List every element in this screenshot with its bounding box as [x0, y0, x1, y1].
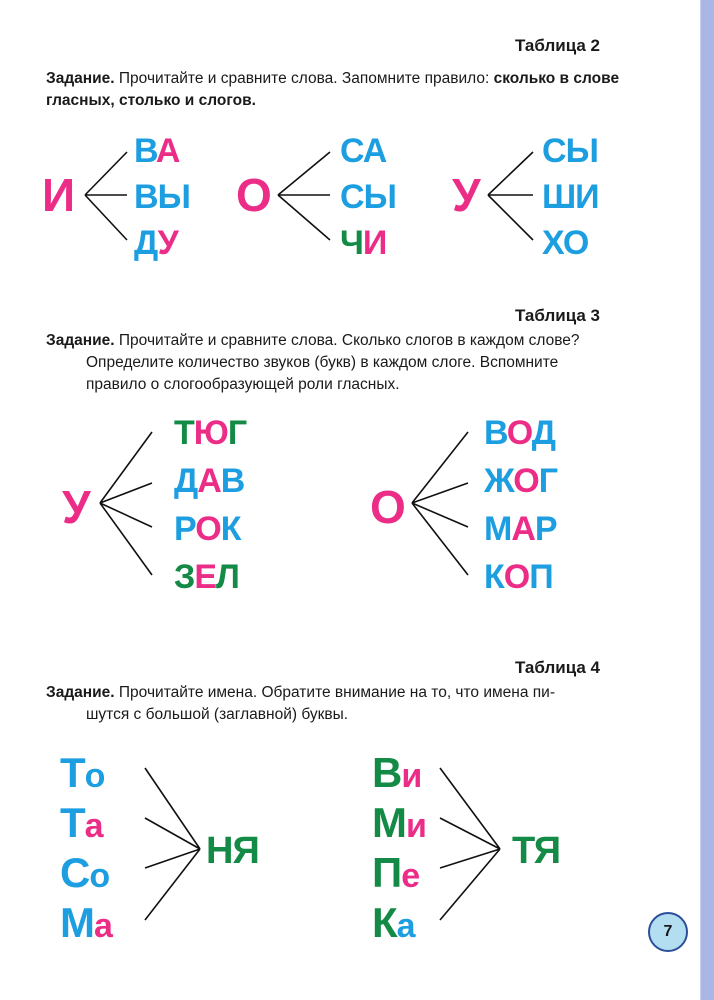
- name-syllable-ta: Та: [60, 799, 103, 846]
- syllable-sa: СА: [340, 132, 387, 170]
- syllable-vy: ВЫ: [134, 178, 190, 216]
- task-label: Задание.: [46, 684, 115, 701]
- word-dav: ДАВ: [174, 462, 245, 500]
- name-syllable-so: Со: [60, 849, 110, 896]
- vowel-u: У: [452, 169, 480, 221]
- page-number-badge: 7: [648, 912, 688, 952]
- word-tyug: ТЮГ: [174, 414, 247, 452]
- syllable-va: ВА: [134, 132, 180, 170]
- task-label: Задание.: [46, 332, 115, 349]
- syllable-shi: ШИ: [542, 178, 599, 216]
- task-text-line3: правило о слогообразующей роли гласных.: [86, 376, 400, 393]
- name-syllable-ka: Ка: [372, 899, 415, 946]
- table-3-title: Таблица 3: [514, 306, 600, 325]
- table-3-task: [46, 330, 666, 396]
- word-zhog: ЖОГ: [484, 462, 558, 500]
- vowel-o: О: [236, 169, 271, 221]
- table-4-title: Таблица 4: [514, 658, 600, 677]
- word-kop: КОП: [484, 558, 553, 596]
- name-syllable-ma: Ма: [60, 899, 112, 946]
- vowel-o-3: О: [370, 481, 405, 533]
- syllable-kho: ХО: [542, 224, 589, 262]
- vowel-u-3: У: [62, 481, 90, 533]
- name-syllable-pe: Пе: [372, 849, 420, 896]
- word-zel: ЗЕЛ: [174, 558, 239, 596]
- syllable-chi: ЧИ: [340, 224, 387, 262]
- name-syllable-to: То: [60, 749, 105, 796]
- ending-tya: ТЯ: [512, 830, 561, 872]
- syllable-sy-2: СЫ: [542, 132, 598, 170]
- syllable-sy: СЫ: [340, 178, 396, 216]
- task-label: Задание.: [46, 70, 115, 87]
- name-syllable-mi: Ми: [372, 799, 426, 846]
- task-text-line1: Прочитайте имена. Обратите внимание на то, что имена пи-: [114, 684, 555, 701]
- word-mar: МАР: [484, 510, 557, 548]
- ending-nya: НЯ: [206, 830, 259, 872]
- table-4-task: [46, 682, 666, 726]
- task-text-line1: Прочитайте и сравните слова. Сколько слогов в каждом слове?: [114, 332, 580, 349]
- syllable-du: ДУ: [134, 224, 178, 262]
- task-text-line2: шутся с большой (заглавной) буквы.: [86, 706, 349, 723]
- table-2-title: Таблица 2: [514, 36, 600, 55]
- word-vod: ВОД: [484, 414, 555, 452]
- task-rule: сколько в слове гласных, столько и слогов.: [46, 70, 620, 109]
- name-syllable-vi: Ви: [372, 749, 422, 796]
- word-rok: РОК: [174, 510, 241, 548]
- task-text-line2: Определите количество звуков (букв) в каждом слоге. Вспомните: [86, 354, 559, 371]
- vowel-i: И: [42, 169, 75, 221]
- task-text: Прочитайте и сравните слова. Запомните правило:: [114, 70, 494, 87]
